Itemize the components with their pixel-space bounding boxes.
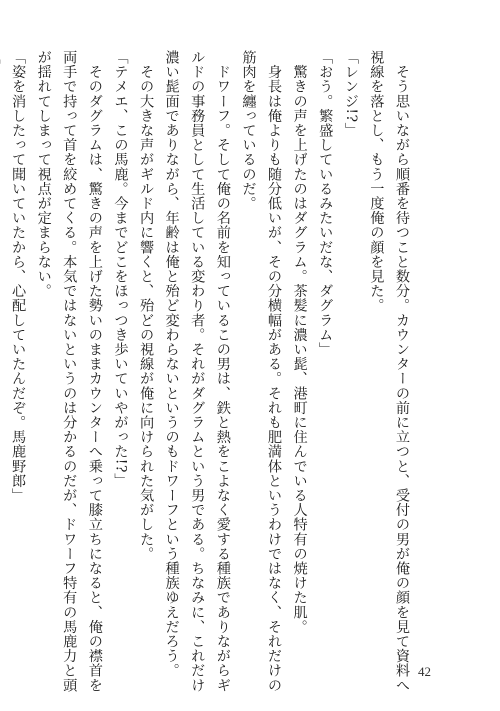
text-line: そのダグラムは、驚きの声を上げた勢いのままカウンターへ乗って膝立ちになると、俺の襟首を bbox=[86, 50, 103, 693]
text-line: 視線を落とし、もう一度俺の顔を見た。 bbox=[368, 50, 385, 313]
text-line: そう思いながら順番を待つこと数分。カウンターの前に立つと、受付の男が俺の顔を見て資料へ bbox=[394, 50, 410, 693]
text-line: 濃い髭面でありながら、年齢は俺と殆ど変わらないというのもドワーフという種族ゆえだろう。 bbox=[163, 50, 180, 678]
text-line: 「レンジ!?」 bbox=[342, 50, 359, 138]
text-line: ドワーフ。そして俺の名前を知っているこの男は、鉄と熱をこよなく愛する種族でありながらギ bbox=[214, 50, 231, 693]
text-line: 筋肉を纏っているのだ。 bbox=[240, 50, 257, 211]
text-line: 「姿を消したって聞いていたから、心配していたんだぞ。馬鹿野郎」 bbox=[10, 50, 27, 503]
text-line: 両手で持って首を絞めてくる。本気ではないというのは分かるのだが、ドワーフ特有の馬鹿力と頭 bbox=[61, 50, 78, 693]
body-text bbox=[0, 50, 414, 693]
text-line: 「テメエ、この馬鹿。今までどこをほっつき歩いていやがった!?」 bbox=[112, 50, 129, 488]
text-line: ルドの事務員として生活している変わり者。それがダグラムという男である。ちなみに、これだけ bbox=[189, 50, 206, 693]
text-line: その大きな声がギルド内に響くと、殆どの視線が俺に向けられた気がした。 bbox=[138, 50, 155, 561]
text-line: 驚きの声を上げたのはダグラム。茶髪に濃い髭、港町に住んでいる人特有の焼けた肌。 bbox=[291, 50, 308, 634]
page-number: 42 bbox=[418, 664, 431, 679]
text-line bbox=[0, 50, 5, 638]
text-line: 「おう。繁盛しているみたいだな、ダグラム」 bbox=[317, 50, 334, 357]
text-line: 身長は俺よりも随分低いが、その分横幅がある。それも肥満体というわけではなく、それだけの bbox=[266, 50, 283, 693]
text-line: が揺れてしまって視点が定まらない。 bbox=[35, 50, 52, 299]
